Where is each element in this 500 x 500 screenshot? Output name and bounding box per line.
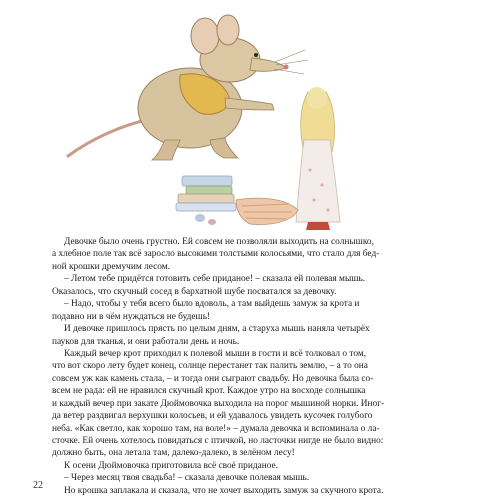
dowry-pile [176, 176, 298, 225]
dress-dot [327, 209, 330, 212]
thumbelina-figure [296, 87, 340, 230]
mouse-arm [225, 98, 274, 110]
text-line: и каждый вечер при закате Дюймовочка выходила на порог мышиной норки. Иног- [52, 398, 385, 409]
story-illustration [60, 0, 460, 238]
cloth-fold [182, 176, 232, 186]
text-line: а хлебное поле так всё заросло высокими толстыми колосьями, что стало для бед- [52, 249, 380, 260]
text-line: Каждый вечер крот приходил к полевой мыши в гости и всё толковал о том, [64, 348, 367, 359]
mouse-leg-back [152, 140, 180, 160]
text-line: что вот скоро лету будет конец, солнце перестанет так палить землю, – а то она [52, 361, 368, 372]
cloth-fold [176, 203, 236, 211]
thumbelina-feet [306, 222, 330, 230]
mouse-ear-right [217, 15, 239, 45]
text-line: Оказалось, что скучный сосед в бархатной шубе посватался за девочку. [52, 286, 337, 297]
page-number: 22 [33, 480, 43, 491]
text-line: сточке. Ей очень хотелось повидаться с птичкой, но ласточки нигде не было видно: [52, 436, 384, 446]
text-line: пауков для тканья, и они работали день и ночь. [52, 336, 240, 347]
text-line: – Надо, чтобы у тебя всего было вдоволь, а там выйдешь замуж за крота и [64, 299, 360, 310]
yarn-ball [208, 219, 216, 225]
mouse-ear-left [191, 18, 219, 54]
text-line: И девочке пришлось прясть по целым дням, а старуха мышь наняла четырёх [64, 324, 370, 335]
text-line: К осени Дюймовочка приготовила всё своё приданое. [64, 460, 279, 471]
text-line: Но крошка заплакала и сказала, что не хочет выходить замуж за скучного крота. [64, 485, 384, 496]
cloth-fold [178, 194, 234, 203]
text-line: – Летом тебе придётся готовить себе приданое! – сказала ей полевая мышь. [64, 274, 366, 285]
mouse-whiskers [274, 50, 308, 74]
dress-dot [309, 169, 312, 172]
text-line: совсем уж как камень стала, – и тогда они сыграют свадьбу. Но девочка была со- [52, 373, 374, 384]
text-line: всем не рада: ей не нравился скучный крот. Каждое утро на восходе солнышка [52, 386, 366, 397]
dress-dot [321, 184, 324, 187]
story-text [52, 236, 462, 497]
text-line: Девочке было очень грустно. Ей совсем не позволяли выходить на солнышко, [64, 237, 374, 247]
mouse-nose [284, 65, 289, 70]
thumbelina-dress [296, 140, 340, 222]
text-line: – Через месяц твоя свадьба! – сказала девочке полевая мышь. [64, 473, 310, 484]
draped-cloth [236, 198, 298, 224]
mouse-eye [254, 53, 258, 57]
text-line: ной крошки дремучим лесом. [52, 261, 171, 272]
cloth-fold [186, 186, 232, 194]
dress-dot [313, 199, 316, 202]
mouse-leg-front [210, 138, 238, 158]
text-line: неба. «Как светло, как хорошо там, на воле!» – думала девочка и вспоминала о ла- [52, 423, 380, 434]
text-line: должно быть, она летала там, далеко-далеко, в зелёном лесу! [52, 448, 295, 459]
yarn-ball [195, 214, 205, 222]
thumbelina-head [307, 87, 327, 109]
text-line: да ветер раздвигал верхушки колосьев, и ей удавалось увидеть кусочек голубого [52, 411, 373, 422]
text-line: подавно ни в чём нуждаться не будешь! [52, 311, 211, 322]
